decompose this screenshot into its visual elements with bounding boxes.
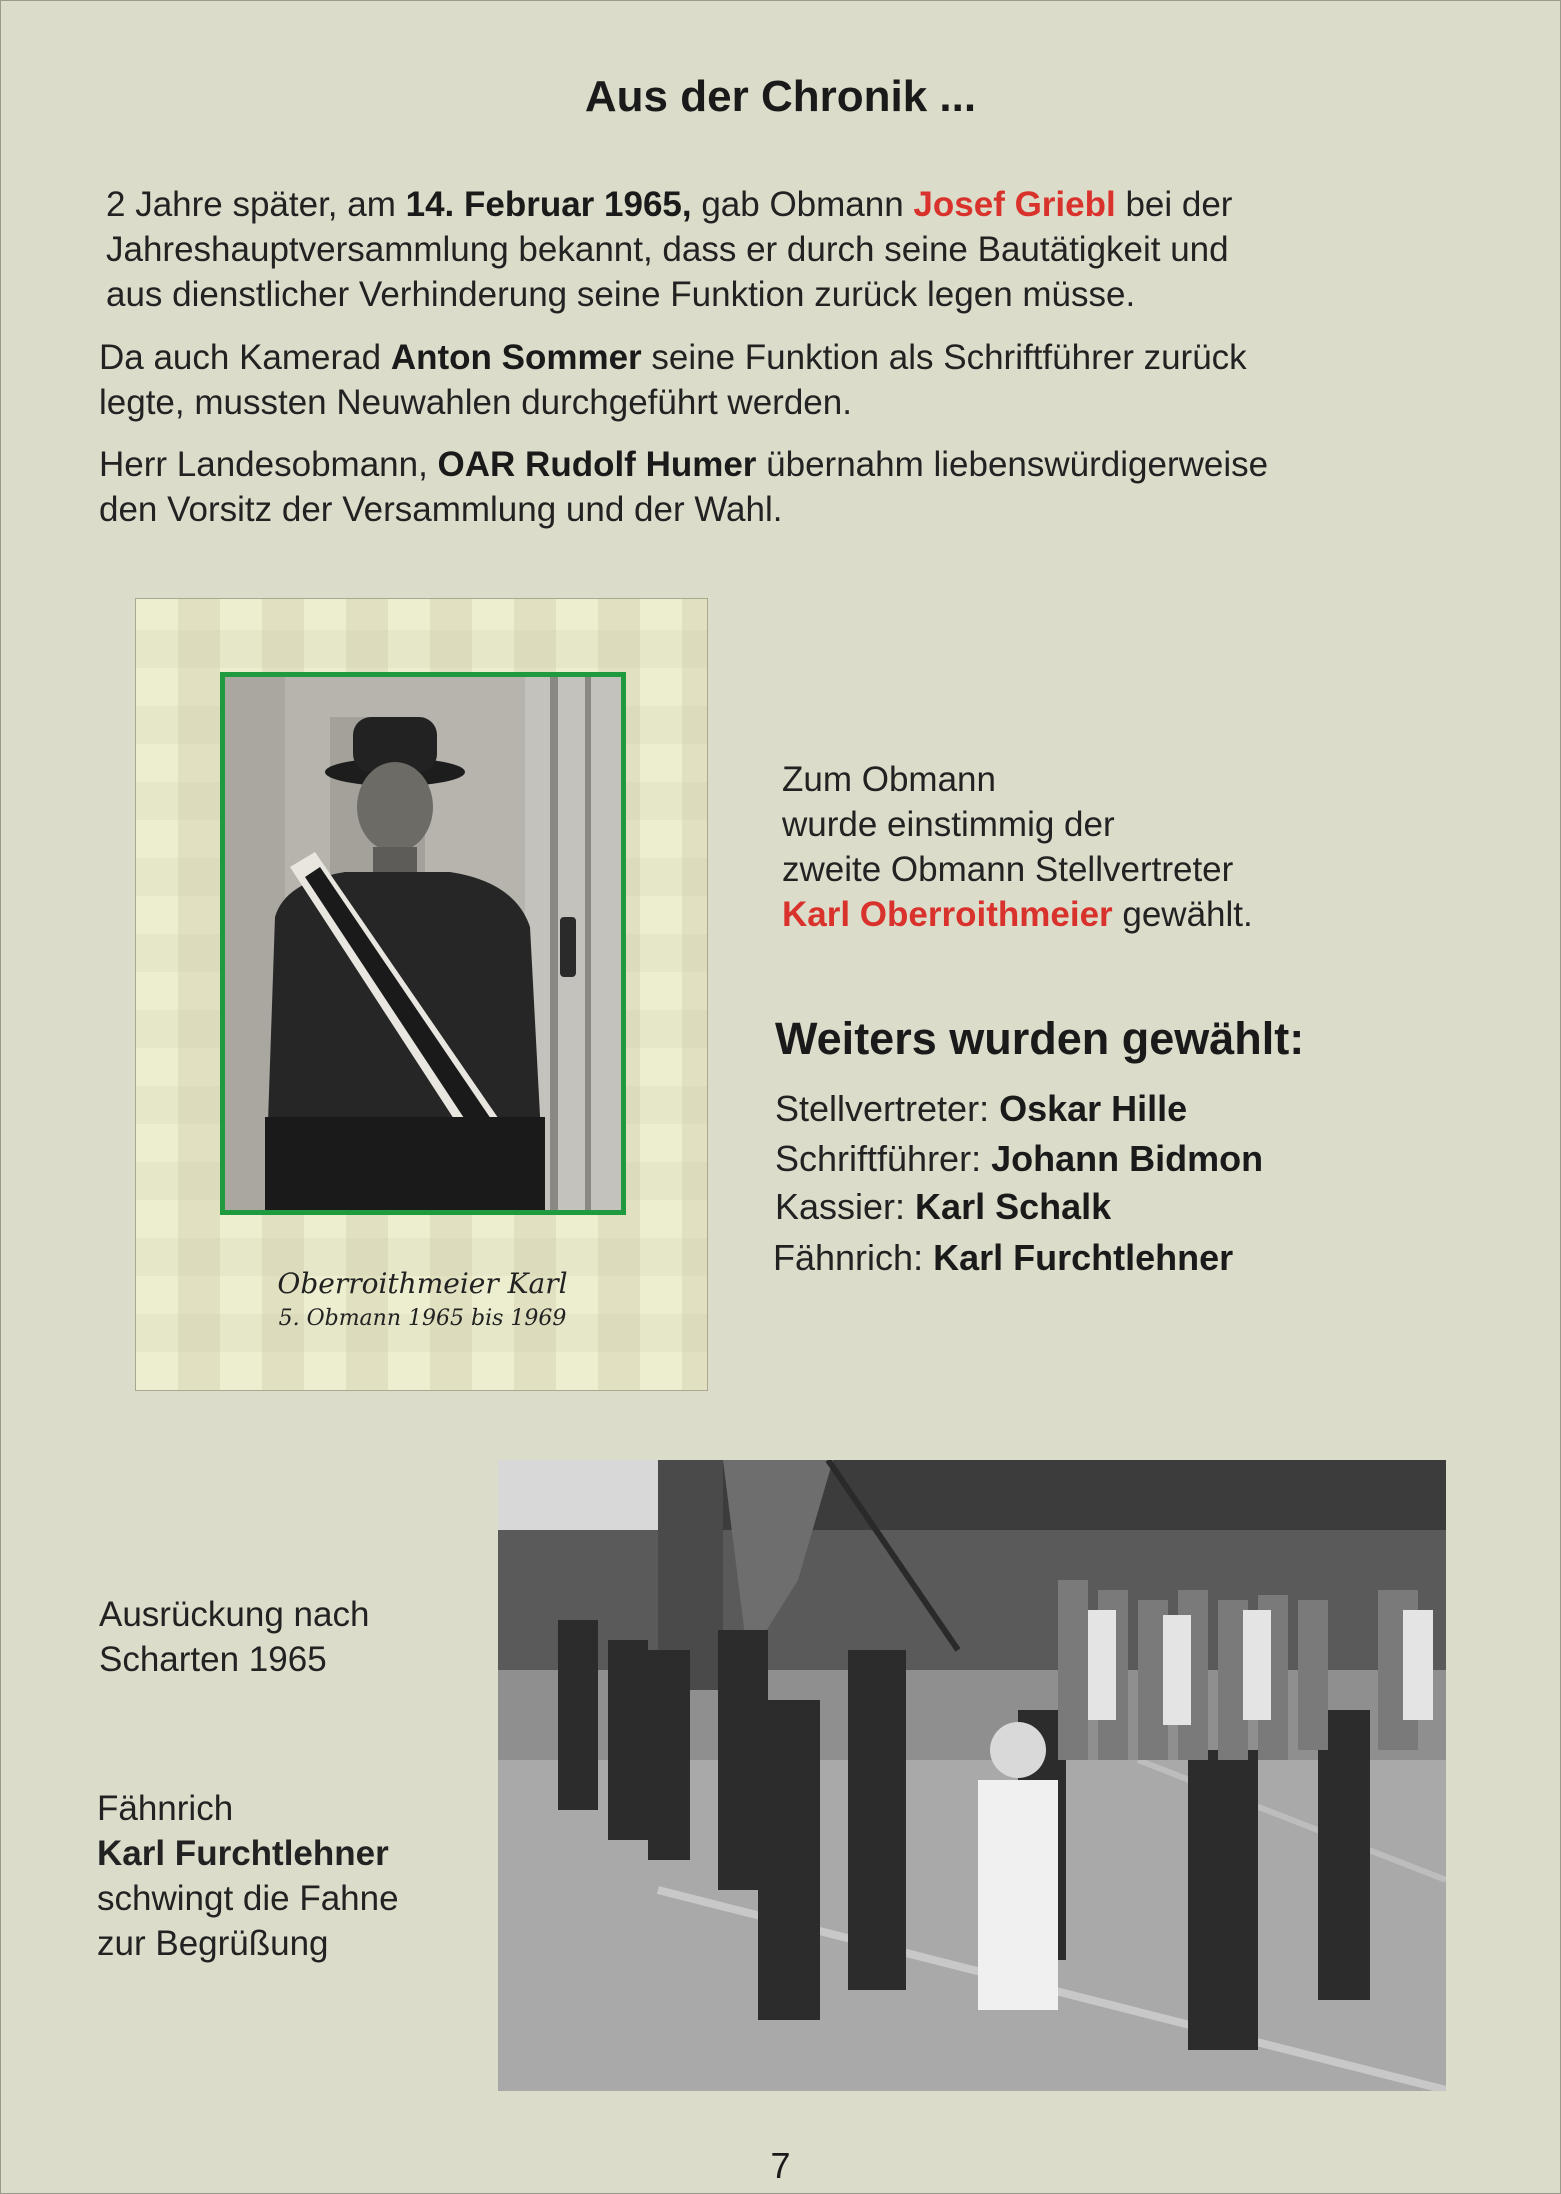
text: Herr Landesobmann, xyxy=(99,445,438,484)
photo-caption-event xyxy=(99,1592,369,1682)
role-label: Kassier: xyxy=(775,1186,916,1227)
date-bold: 14. Februar 1965, xyxy=(405,185,692,224)
text: 2 Jahre später, am xyxy=(106,185,406,224)
elected-heading: Weiters wurden gewählt: xyxy=(775,1013,1305,1064)
name-karl-oberroithmeier: Karl Oberroithmeier xyxy=(782,895,1113,934)
text: Zum Obmann xyxy=(782,760,996,799)
page-title: Aus der Chronik ... xyxy=(584,72,977,121)
obmann-election-text xyxy=(782,757,1482,937)
role-label: Schriftführer: xyxy=(775,1138,992,1179)
text: gewählt. xyxy=(1112,895,1253,934)
text: den Vorsitz der Versammlung und der Wahl. xyxy=(99,490,783,529)
text: aus dienstlicher Verhinderung seine Funktion zurück legen müsse. xyxy=(106,275,1136,314)
role-schriftfuehrer xyxy=(775,1138,1263,1180)
text: schwingt die Fahne xyxy=(97,1879,399,1918)
portrait-photo xyxy=(220,672,626,1215)
name-anton-sommer: Anton Sommer xyxy=(390,338,642,377)
parade-image xyxy=(498,1460,1446,2091)
text: seine Funktion als Schriftführer zurück xyxy=(641,338,1247,377)
paragraph-humer xyxy=(99,442,1479,532)
text: Da auch Kamerad xyxy=(99,338,391,377)
role-name: Oskar Hille xyxy=(999,1088,1188,1129)
text: wurde einstimmig der xyxy=(782,805,1115,844)
text: zur Begrüßung xyxy=(97,1924,329,1963)
role-name: Johann Bidmon xyxy=(991,1138,1264,1179)
portrait-caption-name: Oberroithmeier Karl xyxy=(277,1267,568,1300)
text: Scharten 1965 xyxy=(99,1640,327,1679)
role-label: Fähnrich: xyxy=(773,1237,934,1278)
role-name: Karl Furchtlehner xyxy=(933,1237,1234,1278)
name-karl-furchtlehner: Karl Furchtlehner xyxy=(97,1834,389,1873)
role-kassier xyxy=(775,1186,1111,1228)
text: bei der xyxy=(1115,185,1233,224)
portrait-image xyxy=(225,677,621,1210)
text: Ausrückung nach xyxy=(99,1595,370,1634)
role-faehnrich xyxy=(773,1237,1233,1279)
text: übernahm liebenswürdigerweise xyxy=(756,445,1269,484)
text: legte, mussten Neuwahlen durchgeführt werden. xyxy=(99,383,852,422)
page-number: 7 xyxy=(770,2145,791,2186)
role-stellvertreter xyxy=(775,1088,1187,1130)
photo-caption-flag xyxy=(97,1786,399,1966)
text: Fähnrich xyxy=(97,1789,234,1828)
name-rudolf-humer: OAR Rudolf Humer xyxy=(437,445,757,484)
role-name: Karl Schalk xyxy=(915,1186,1112,1227)
paragraph-resignation xyxy=(106,182,1466,317)
text: Jahreshauptversammlung bekannt, dass er durch seine Bautätigkeit und xyxy=(106,230,1229,269)
paragraph-sommer xyxy=(99,335,1479,425)
parade-photo xyxy=(498,1460,1446,2091)
text: gab Obmann xyxy=(691,185,914,224)
portrait-caption-term: 5. Obmann 1965 bis 1969 xyxy=(278,1306,567,1331)
name-josef-griebl: Josef Griebl xyxy=(913,185,1116,224)
portrait-card xyxy=(135,598,708,1391)
text: zweite Obmann Stellvertreter xyxy=(782,850,1234,889)
role-label: Stellvertreter: xyxy=(775,1088,1000,1129)
